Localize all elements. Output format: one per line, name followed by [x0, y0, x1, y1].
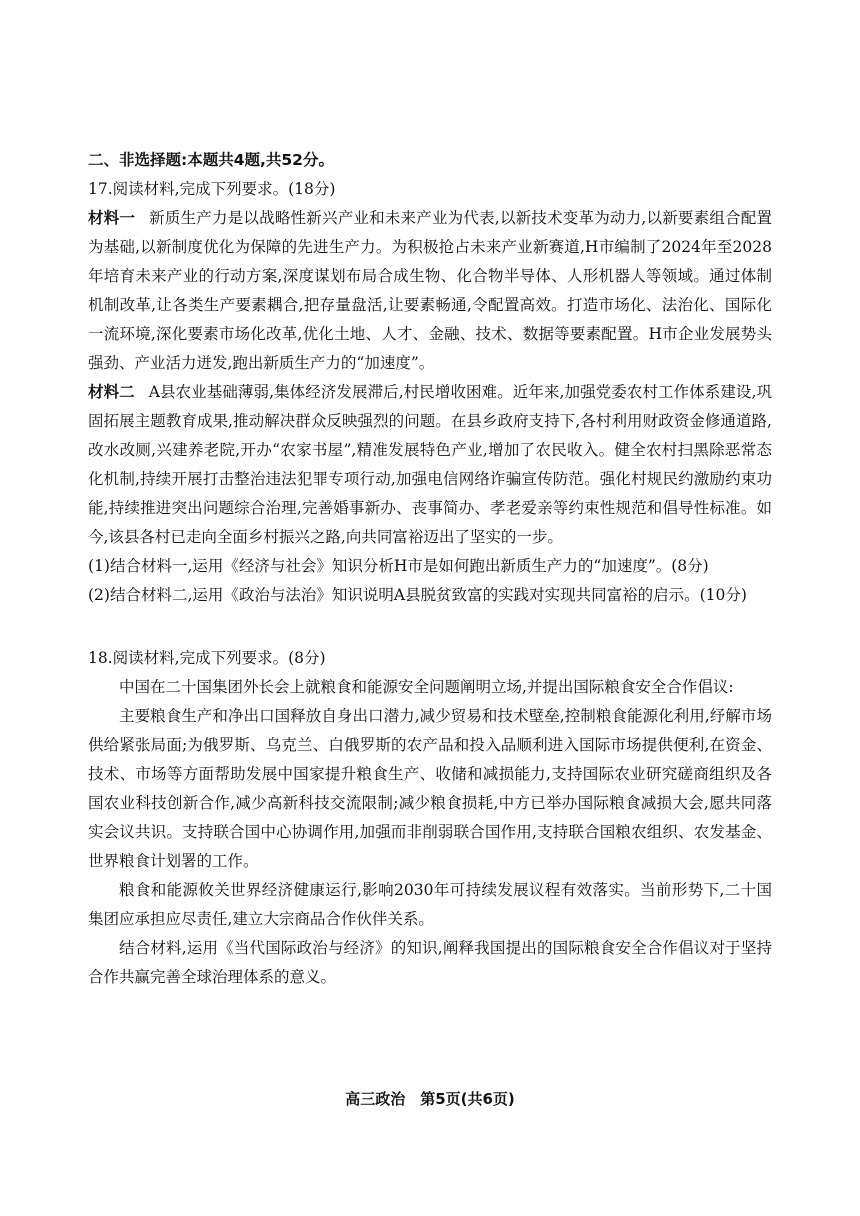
material-1-text: 新质生产力是以战略性新兴产业和未来产业为代表,以新技术变革为动力,以新要素组合配置为基础,以新制度优化为保障的先进生产力。为积极抢占未来产业新赛道,H市编制了2024年至2028年培育未来产业的行动方案,深度谋划布局合成生物、化合物半导体、人形机器人等领域。通过体制机制改革,让各类生产要素耦合,把存量盘活,让要素畅通,令配置高效。打造市场化、法治化、国际化一流环境,深化要素市场化改革,优化土地、人才、金融、技术、数据等要素配置。H市企业发展势头强劲、产业活力迸发,跑出新质生产力的“加速度”。 — [88, 209, 772, 372]
q17-heading: 17.阅读材料,完成下列要求。(18分) — [88, 180, 336, 198]
material-2-text: A县农业基础薄弱,集体经济发展滞后,村民增收困难。近年来,加强党委农村工作体系建设,巩固拓展主题教育成果,推动解决群众反映强烈的问题。在县乡政府支持下,各村利用财政资金修通道路,改水改厕,兴建养老院,开办“农家书屋”,精准发展特色产业,增加了农民收入。健全农村扫黑除恶常态化机制,持续开展打击整治违法犯罪专项行动,加强电信网络诈骗宣传防范。强化村规民约激励约束功能,持续推进突出问题综合治理,完善婚事新办、丧事简办、孝老爱亲等约束性规范和倡导性标准。如今,该县各村已走向全面乡村振兴之路,向共同富裕迈出了坚实的一步。 — [88, 383, 772, 546]
q18-paragraph-2: 主要粮食生产和净出口国释放自身出口潜力,减少贸易和技术壁垒,控制粮食能源化利用,纾解市场供给紧张局面;为俄罗斯、乌克兰、白俄罗斯的农产品和投入品顺利进入国际市场提供便利,在资金、技术、市场等方面帮助发展中国家提升粮食生产、收储和减损能力,支持国际农业研究磋商组织及各国农业科技创新合作,减少高新科技交流限制;减少粮食损耗,中方已举办国际粮食减损大会,愿共同落实会议共识。支持联合国中心协调作用,加强而非削弱联合国作用,支持联合国粮农组织、农发基金、世界粮食计划署的工作。 — [88, 707, 772, 870]
q18-heading: 18.阅读材料,完成下列要求。(8分) — [88, 649, 326, 667]
q17-subquestion-1: (1)结合材料一,运用《经济与社会》知识分析H市是如何跑出新质生产力的“加速度”。(8分) — [88, 557, 709, 575]
page-footer: 高三政治 第5页(共6页) — [345, 1090, 515, 1108]
question-spacer — [88, 610, 772, 644]
q17-material-2 — [88, 378, 772, 552]
q18-paragraph-3: 粮食和能源攸关世界经济健康运行,影响2030年可持续发展议程有效落实。当前形势下,二十国集团应承担应尽责任,建立大宗商品合作伙伴关系。 — [88, 881, 772, 928]
material-1-label: 材料一 — [88, 209, 136, 227]
section-title: 二、非选择题:本题共4题,共52分。 — [88, 151, 334, 169]
material-2-label: 材料二 — [88, 383, 135, 401]
q18-paragraph-4: 结合材料,运用《当代国际政治与经济》的知识,阐释我国提出的国际粮食安全合作倡议对于坚持合作共赢完善全球治理体系的意义。 — [88, 939, 772, 986]
page-content — [88, 146, 772, 992]
q17-material-1 — [88, 204, 772, 378]
q17-subquestion-2: (2)结合材料二,运用《政治与法治》知识说明A县脱贫致富的实践对实现共同富裕的启示。(10分) — [88, 586, 747, 604]
q18-paragraph-1: 中国在二十国集团外长会上就粮食和能源安全问题阐明立场,并提出国际粮食安全合作倡议: — [119, 678, 734, 696]
